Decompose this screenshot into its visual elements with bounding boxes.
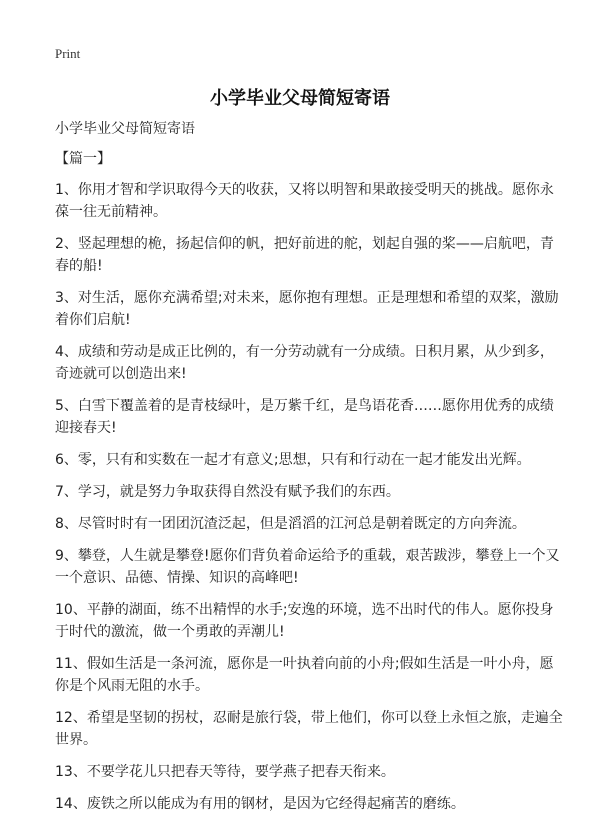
item-line: 葆一往无前精神。 <box>55 204 167 220</box>
item-line: 着你们启航! <box>55 312 131 328</box>
list-item <box>55 599 565 643</box>
item-line: 9、攀登，人生就是攀登!愿你们背负着命运给予的重载，艰苦跋涉，攀登上一个又 <box>55 548 560 564</box>
list-item <box>55 395 565 439</box>
list-item <box>55 793 565 815</box>
item-line: 世界。 <box>55 732 97 748</box>
page-title: 小学毕业父母简短寄语 <box>210 88 390 109</box>
item-list <box>55 179 565 815</box>
item-line: 8、尽管时时有一团团沉渣泛起，但是滔滔的江河总是朝着既定的方向奔流。 <box>55 516 526 532</box>
list-item <box>55 179 565 223</box>
item-line: 13、不要学花儿只把春天等待，要学燕子把春天衔来。 <box>55 764 395 780</box>
list-item <box>55 233 565 277</box>
list-item <box>55 287 565 331</box>
item-line: 10、平静的湖面，练不出精悍的水手;安逸的环境，选不出时代的伟人。愿你投身 <box>55 602 554 618</box>
item-line: 5、白雪下覆盖着的是青枝绿叶，是万紫千红，是鸟语花香……愿你用优秀的成绩 <box>55 398 554 414</box>
item-line: 3、对生活，愿你充满希望;对未来，愿你抱有理想。正是理想和希望的双桨，激励 <box>55 290 559 306</box>
list-item <box>55 341 565 385</box>
item-line: 一个意识、品德、情操、知识的高峰吧! <box>55 570 299 586</box>
item-line: 11、假如生活是一条河流，愿你是一叶执着向前的小舟;假如生活是一叶小舟，愿 <box>55 656 554 672</box>
print-label: Print <box>55 46 81 61</box>
item-line: 春的船! <box>55 258 103 274</box>
list-item <box>55 513 565 535</box>
list-item <box>55 481 565 503</box>
item-line: 迎接春天! <box>55 420 117 436</box>
item-line: 6、零，只有和实数在一起才有意义;思想，只有和行动在一起才能发出光辉。 <box>55 452 531 468</box>
item-line: 12、希望是坚韧的拐杖，忍耐是旅行袋，带上他们，你可以登上永恒之旅，走遍全 <box>55 710 563 726</box>
item-line: 7、学习，就是努力争取获得自然没有赋予我们的东西。 <box>55 484 400 500</box>
item-line: 14、废铁之所以能成为有用的钢材，是因为它经得起痛苦的磨练。 <box>55 796 465 812</box>
list-item <box>55 449 565 471</box>
item-line: 4、成绩和劳动是成正比例的，有一分劳动就有一分成绩。日积月累，从少到多， <box>55 344 554 360</box>
list-item <box>55 653 565 697</box>
document-body <box>55 118 565 825</box>
item-line: 1、你用才智和学识取得今天的收获，又将以明智和果敢接受明天的挑战。愿你永 <box>55 182 554 198</box>
list-item <box>55 545 565 589</box>
item-line: 奇迹就可以创造出来! <box>55 366 187 382</box>
subtitle: 小学毕业父母简短寄语 <box>55 121 195 137</box>
section-heading: 【篇一】 <box>55 151 111 167</box>
item-line: 2、竖起理想的桅，扬起信仰的帆，把好前进的舵，划起自强的桨——启航吧，青 <box>55 236 554 252</box>
list-item <box>55 761 565 783</box>
list-item <box>55 707 565 751</box>
item-line: 你是个风雨无阻的水手。 <box>55 678 209 694</box>
item-line: 于时代的激流，做一个勇敢的弄潮儿! <box>55 624 285 640</box>
